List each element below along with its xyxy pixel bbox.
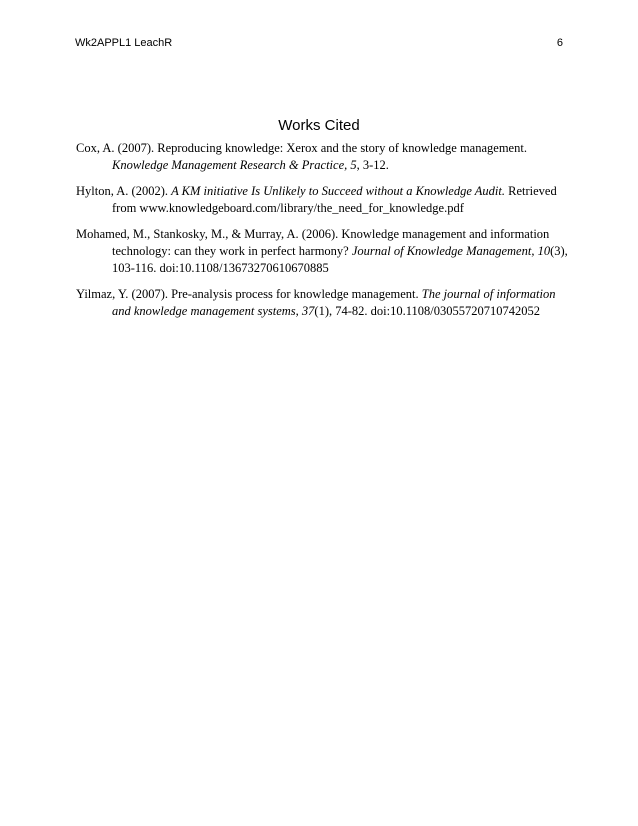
reference-text: Cox, A. (2007). Reproducing knowledge: Xerox and the story of knowledge management. (76, 141, 527, 155)
reference-source-italic: The journal of information and knowledge management systems, 37 (112, 287, 556, 318)
works-cited-list (76, 140, 568, 329)
reference-source-italic: Knowledge Management Research & Practice, 5 (112, 158, 357, 172)
reference-text: , 3-12. (356, 158, 389, 172)
reference-text: Mohamed, M., Stankosky, M., & Murray, A. (2006). Knowledge management and information technology: can they work in perfect harmony? (76, 227, 550, 258)
page-number: 6 (556, 37, 563, 49)
reference-entry-mohamed (76, 226, 568, 277)
reference-source-italic: A KM initiative Is Unlikely to Succeed without a Knowledge Audit. (171, 184, 505, 198)
reference-entry-hylton (76, 183, 568, 217)
reference-entry-yilmaz (76, 286, 568, 320)
reference-text: (3), 103-116. doi:10.1108/13673270610670885 (112, 244, 568, 275)
reference-source-italic: Journal of Knowledge Management, 10 (351, 244, 551, 258)
reference-text: Hylton, A. (2002). (76, 184, 172, 198)
running-head: Wk2APPL1 LeachR (75, 37, 173, 49)
reference-text: Yilmaz, Y. (2007). Pre-analysis process for knowledge management. (76, 287, 422, 301)
reference-text: Retrieved from www.knowledgeboard.com/library/the_need_for_knowledge.pdf (112, 184, 557, 215)
reference-entry-cox (76, 140, 568, 174)
reference-text: (1), 74-82. doi:10.1108/03055720710742052 (314, 304, 540, 318)
page-title: Works Cited (278, 117, 360, 134)
